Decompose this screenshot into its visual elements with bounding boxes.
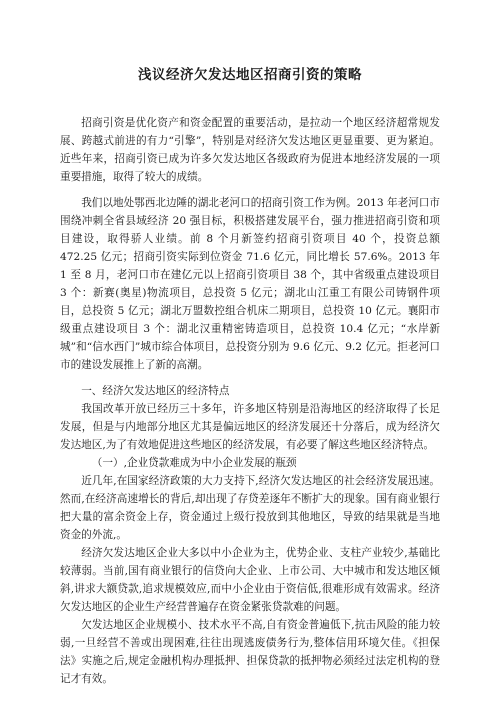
subsection-heading: （一）,企业贷款难成为中小企业发展的瓶颈 [91, 457, 297, 469]
subsection-paragraph-2: 经济欠发达地区企业大多以中小企业为主，优势企业、支柱产业较少,基础比较薄弱。当前,国有商业银行的信贷向大企业、上市公司、大中城市和发达地区倾斜,讲求大额贷款,追求规模效应,而中小企业由于资信低,很难形成有效需求。经济欠发达地区的企业生产经营普遍存在资金紧张贷款难的问题。 [60, 547, 440, 613]
section-heading: 一、经济欠发达地区的经济特点 [81, 385, 230, 397]
section-paragraph: 我国改革开放已经历三十多年，许多地区特别是沿海地区的经济取得了长足发展，但是与内地部分地区尤其是偏远地区的经济发展还十分落后，成为经济欠发达地区,为了有效地促进这些地区的经济发展，有必要了解这些地区经济特点。 [60, 403, 440, 451]
intro-paragraph-1: 招商引资是优化资产和资金配置的重要活动，是拉动一个地区经济超常规发展、跨越式前进的有力“引擎”，特别是对经济欠发达地区更显重要、更为紧迫。近些年来，招商引资已成为许多欠发达地区各级政府为促进本地经济发展的一项重要措施，取得了较大的成绩。 [60, 117, 440, 183]
subsection-paragraph-1: 近几年,在国家经济政策的大力支持下,经济欠发达地区的社会经济发展迅速。然而,在经济高速增长的背后,却出现了存贷差逐年不断扩大的现象。国有商业银行把大量的富余资金上存，资金通过上级行投放到其他地区，导致的结果就是当地资金的外流,。 [60, 475, 440, 541]
subsection-paragraph-3: 欠发达地区企业规模小、技术水平不高,自有资金普遍低下,抗击风险的能力较弱,一旦经营不善或出现困难,往往出现逃废债务行为,整体信用环境欠佳。《担保法》实施之后,规定金融机构办理抵押、担保贷款的抵押物必须经过法定机构的登记才有效。 [60, 619, 440, 685]
document-title: 浅议经济欠发达地区招商引资的策略 [138, 67, 362, 83]
intro-paragraph-2: 我们以地处鄂西北边陲的湖北老河口的招商引资工作为例。2013 年老河口市围绕冲刺全省县域经济 20 强目标，积极搭建发展平台，强力推进招商引资和项目建设，取得骄人业绩。前 8 个月新签约招商引资项目 40 个，投资总额 472.25 亿元；招商引资实际到位资金 71.6 亿元，同比增长 57.6%。2013 年 1 至 8 月，老河口市在建亿元以上招商引资项目 38 个，其中省级重点建设项目 3 个：新赛(奥星)物流项目，总投资 5 亿元；湖北山江重工有限公司铸钢件项目，总投资 5 亿元；湖北万盟数控组合机床二期项目，总投资 10 亿元。襄阳市级重点建设项目 3 个：湖北汉重精密铸造项目，总投资 10.4 亿元；“水岸新城”和“信水西门”城市综合体项目，总投资分别为 9.6 亿元、9.2 亿元。拒老河口市的建设发展推上了新的高潮。 [60, 197, 440, 371]
